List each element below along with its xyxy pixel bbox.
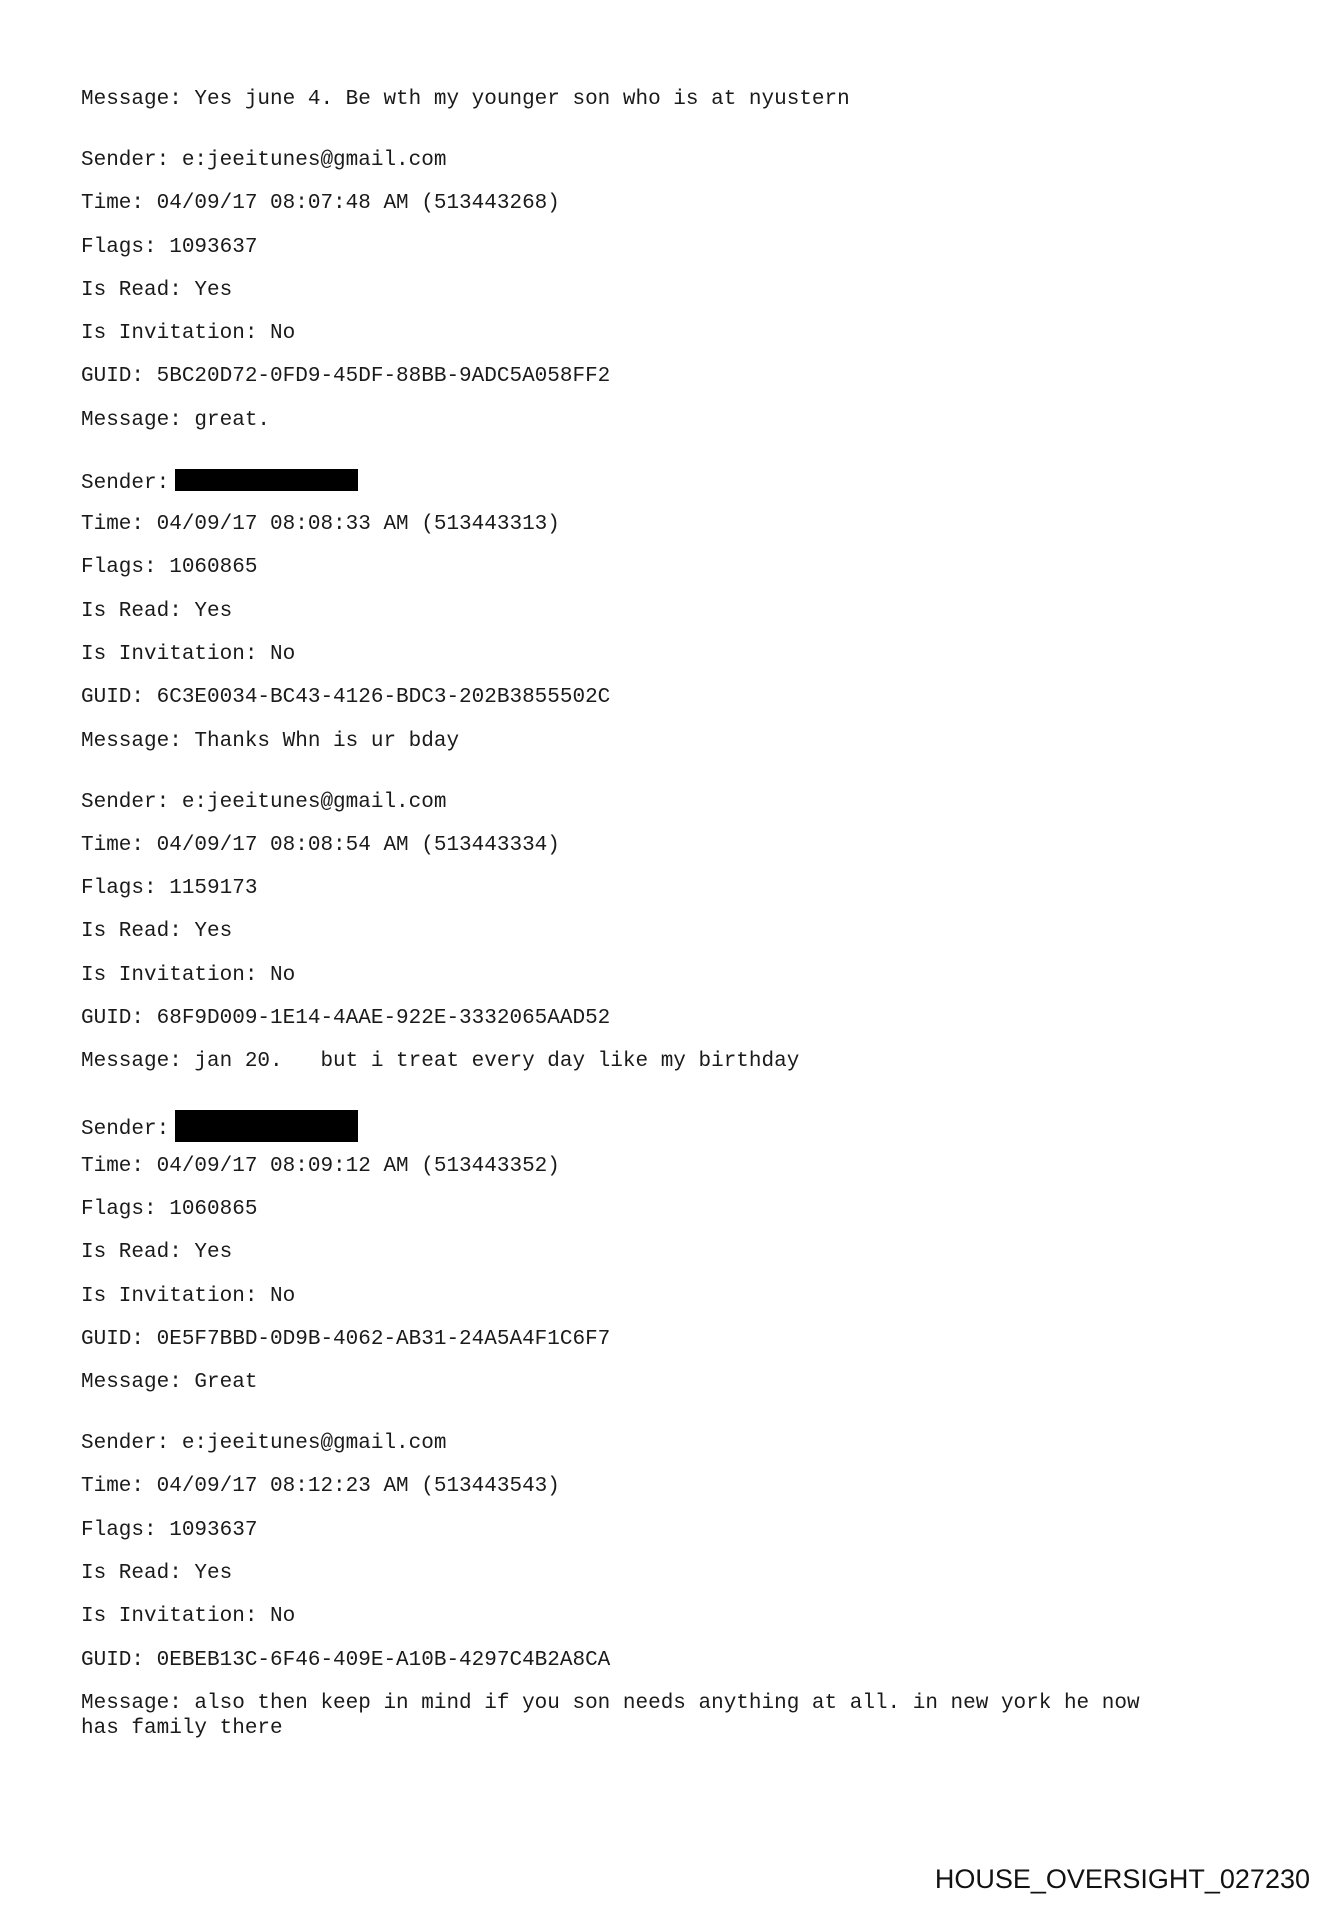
sender-line bbox=[81, 1110, 1261, 1142]
message-entry bbox=[81, 469, 1261, 754]
message-entry bbox=[81, 1431, 1261, 1741]
is-read-line: Is Read: Yes bbox=[81, 599, 233, 623]
flags-line: Flags: 1159173 bbox=[81, 877, 258, 901]
flags-line: Flags: 1060865 bbox=[81, 556, 258, 580]
sender-line: Sender: e:jeeitunes@gmail.com bbox=[81, 1432, 447, 1456]
time-line: Time: 04/09/17 08:07:48 AM (513443268) bbox=[81, 192, 560, 216]
message-line: Message: Great bbox=[81, 1371, 258, 1395]
sender-label: Sender: bbox=[81, 1118, 170, 1142]
flags-line: Flags: 1093637 bbox=[81, 1518, 258, 1542]
is-invitation-line: Is Invitation: No bbox=[81, 963, 296, 987]
flags-line: Flags: 1093637 bbox=[81, 235, 258, 259]
sender-label: Sender: bbox=[81, 471, 170, 495]
message-line: Message: Thanks Whn is ur bday bbox=[81, 729, 460, 753]
time-line: Time: 04/09/17 08:08:33 AM (513443313) bbox=[81, 513, 560, 537]
sender-line: Sender: e:jeeitunes@gmail.com bbox=[81, 790, 447, 814]
message-entry bbox=[81, 148, 1261, 433]
first-message-line: Message: Yes june 4. Be wth my younger son who is at nyustern bbox=[81, 88, 850, 111]
document-footer-id: HOUSE_OVERSIGHT_027230 bbox=[934, 1864, 1310, 1894]
guid-line: GUID: 0EBEB13C-6F46-409E-A10B-4297C4B2A8CA bbox=[81, 1648, 611, 1672]
is-read-line: Is Read: Yes bbox=[81, 1241, 233, 1265]
is-read-line: Is Read: Yes bbox=[81, 920, 233, 944]
message-log bbox=[81, 87, 1261, 1777]
time-line: Time: 04/09/17 08:12:23 AM (513443543) bbox=[81, 1475, 560, 1499]
message-line: Message: jan 20. but i treat every day like my birthday bbox=[81, 1050, 800, 1074]
is-read-line: Is Read: Yes bbox=[81, 1562, 233, 1586]
guid-line: GUID: 68F9D009-1E14-4AAE-922E-3332065AAD52 bbox=[81, 1007, 611, 1031]
flags-line: Flags: 1060865 bbox=[81, 1197, 258, 1221]
is-invitation-line: Is Invitation: No bbox=[81, 1605, 296, 1629]
is-invitation-line: Is Invitation: No bbox=[81, 322, 296, 346]
is-invitation-line: Is Invitation: No bbox=[81, 1284, 296, 1308]
message-entry bbox=[81, 1110, 1261, 1395]
guid-line: GUID: 6C3E0034-BC43-4126-BDC3-202B3855502C bbox=[81, 686, 611, 710]
guid-line: GUID: 0E5F7BBD-0D9B-4062-AB31-24A5A4F1C6F7 bbox=[81, 1327, 611, 1351]
time-line: Time: 04/09/17 08:08:54 AM (513443334) bbox=[81, 833, 560, 857]
sender-line bbox=[81, 469, 1261, 494]
redaction-bar bbox=[175, 1110, 358, 1142]
guid-line: GUID: 5BC20D72-0FD9-45DF-88BB-9ADC5A058FF2 bbox=[81, 365, 611, 389]
message-entry bbox=[81, 790, 1261, 1075]
message-line: Message: great. bbox=[81, 408, 271, 432]
time-line: Time: 04/09/17 08:09:12 AM (513443352) bbox=[81, 1154, 560, 1178]
sender-line: Sender: e:jeeitunes@gmail.com bbox=[81, 149, 447, 172]
is-read-line: Is Read: Yes bbox=[81, 278, 233, 302]
is-invitation-line: Is Invitation: No bbox=[81, 642, 296, 666]
redaction-bar bbox=[175, 469, 358, 491]
message-line: Message: also then keep in mind if you son needs anything at all. in new york he now has family there bbox=[81, 1691, 1140, 1740]
